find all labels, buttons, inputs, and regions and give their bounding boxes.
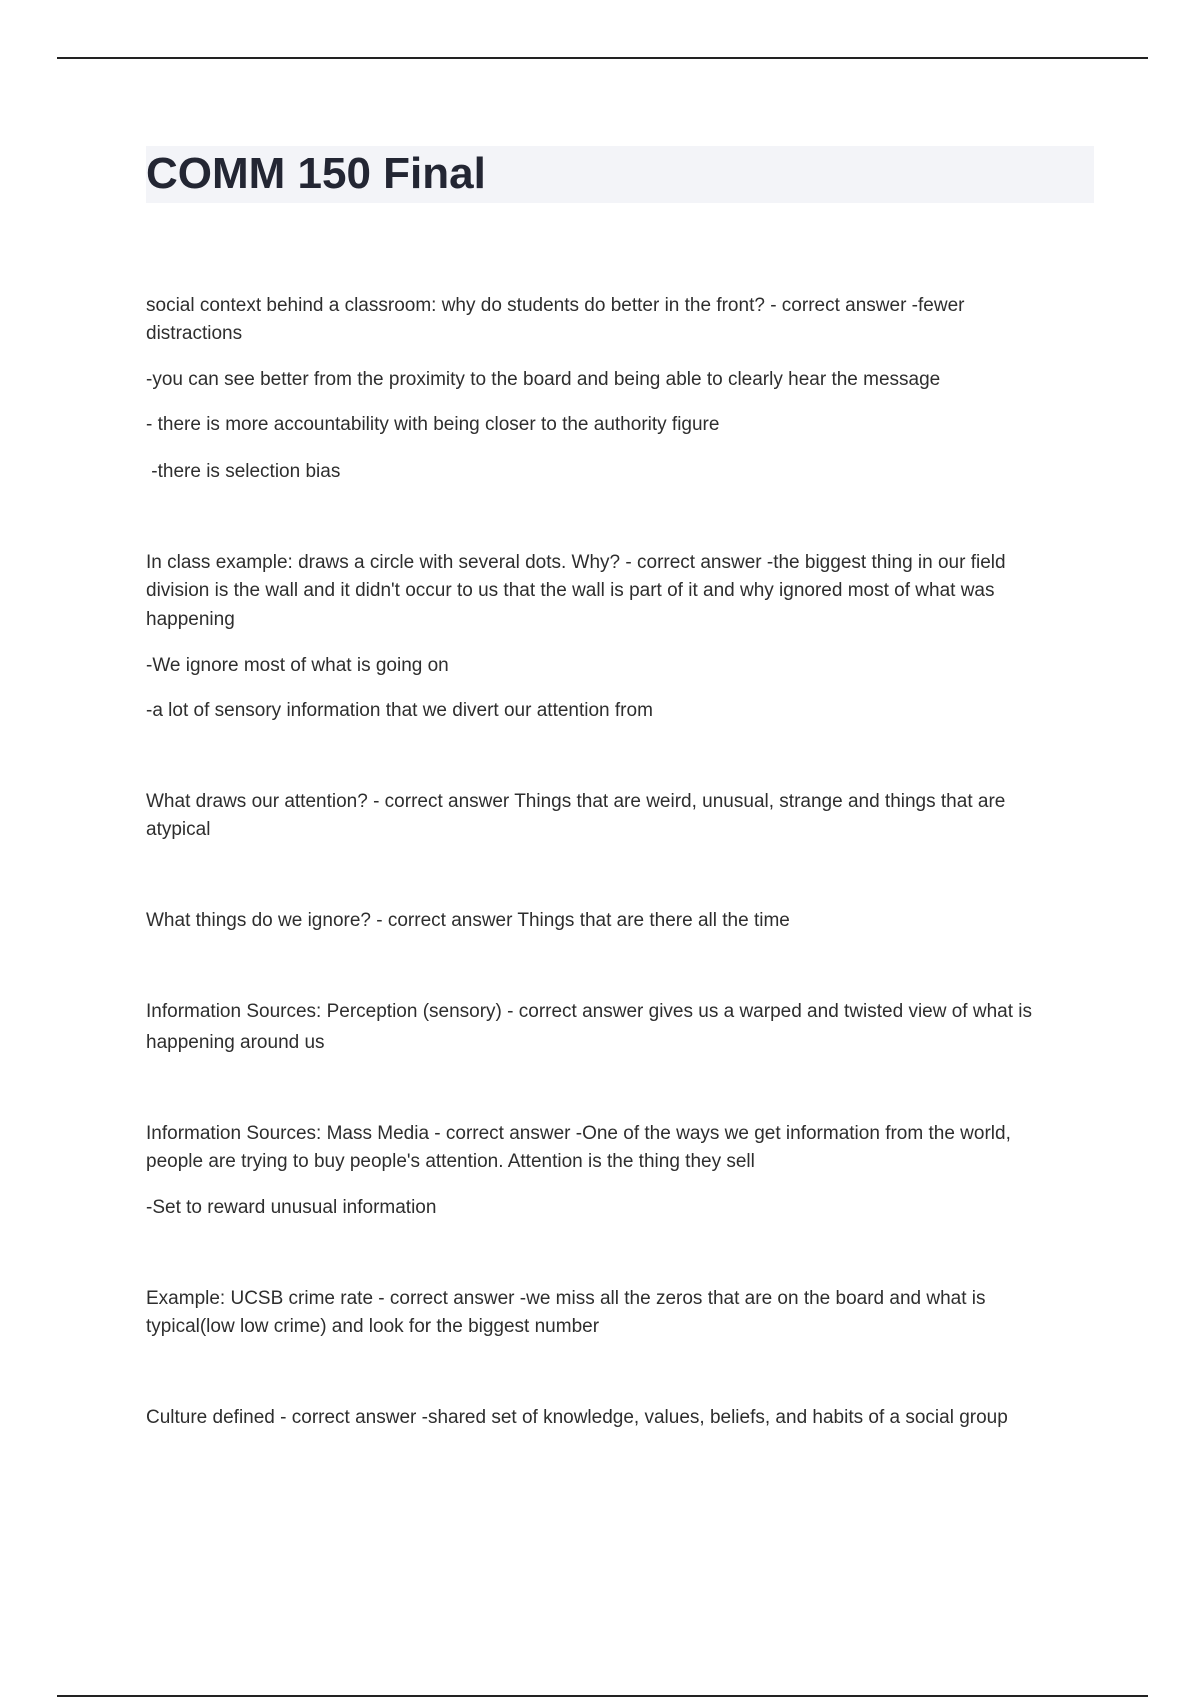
text-line: happening around us	[146, 1032, 325, 1053]
text-line: -a lot of sensory information that we divert our attention from	[146, 700, 653, 721]
footer-rule	[57, 1695, 1148, 1697]
text-line: -Set to reward unusual information	[146, 1197, 437, 1218]
text-line: happening	[146, 609, 235, 630]
text-line: Example: UCSB crime rate - correct answer -we miss all the zeros that are on the board and what is	[146, 1288, 986, 1309]
text-line: distractions	[146, 323, 243, 344]
text-line: -We ignore most of what is going on	[146, 655, 449, 676]
text-line: social context behind a classroom: why do students do better in the front? - correct answer -fewer	[146, 295, 965, 316]
text-line: typical(low low crime) and look for the biggest number	[146, 1316, 600, 1337]
text-line: Culture defined - correct answer -shared set of knowledge, values, beliefs, and habits of a social group	[146, 1407, 1008, 1428]
text-line: -there is selection bias	[146, 461, 341, 482]
text-line: Information Sources: Perception (sensory) - correct answer gives us a warped and twisted view of what is	[146, 1001, 1032, 1022]
text-line: - there is more accountability with being closer to the authority figure	[146, 414, 720, 435]
header-rule	[57, 57, 1148, 59]
text-line: people are trying to buy people's attention. Attention is the thing they sell	[146, 1151, 755, 1172]
text-line: atypical	[146, 819, 211, 840]
text-line: -you can see better from the proximity to the board and being able to clearly hear the message	[146, 369, 941, 390]
text-line: division is the wall and it didn't occur to us that the wall is part of it and why ignored most of what was	[146, 580, 995, 601]
text-line: In class example: draws a circle with several dots. Why? - correct answer -the biggest thing in our field	[146, 552, 1006, 573]
text-line: What draws our attention? - correct answer Things that are weird, unusual, strange and things that are	[146, 791, 1006, 812]
text-line: What things do we ignore? - correct answer Things that are there all the time	[146, 910, 790, 931]
page-title: COMM 150 Final	[146, 149, 486, 198]
text-line: Information Sources: Mass Media - correct answer -One of the ways we get information from the world,	[146, 1123, 1011, 1144]
